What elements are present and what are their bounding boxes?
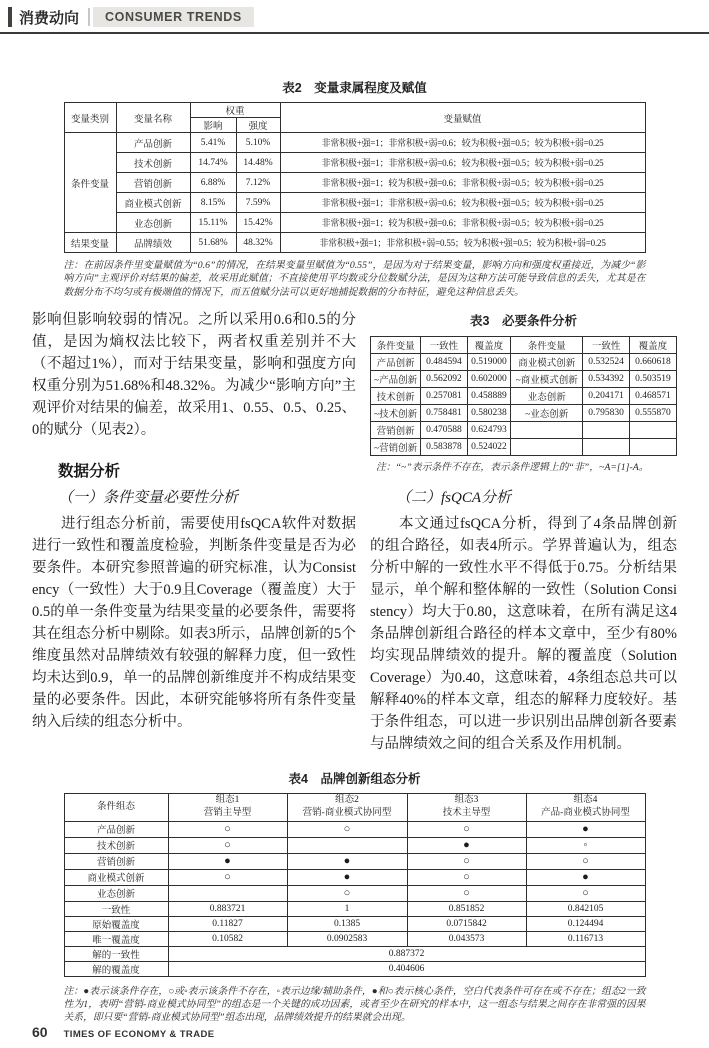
table-row (64, 821, 645, 837)
row-label-cell: 唯一覆盖度 (64, 931, 168, 946)
row-label-cell: 商业模式创新 (511, 354, 583, 371)
row-label-cell: 营销创新 (371, 422, 421, 439)
header-cell: 强度 (236, 118, 280, 133)
symbol-cell: ◦ (526, 837, 645, 853)
table3-necessity-analysis (370, 336, 677, 456)
two-column-layout (32, 309, 677, 754)
page-footer (32, 1024, 214, 1040)
header-cell: 条件变量 (371, 337, 421, 354)
fsqca-paragraph: 本文通过fsQCA分析，得到了4条品牌创新的组合路径，如表4所示。学界普遍认为，组态分析中解的一致性水平不得低于0.75。分析结果显示，单个解和整体解的一致性（Solution Consistency）均大于0.80，这意味着，在所有满足这4条品牌创新组合路径的样本文章中，至少有80%均实现品牌绩效的提升。解的覆盖度（Solution Coverage）为0.40，这意味着，4条组态总共可以解释40%的样本文章，组态的解释力度较好。基于条件组态，可以进一步识别出品牌创新各要素与品牌绩效之间的组合关系及作用机制。 (370, 515, 677, 752)
row-label-cell: 产品创新 (116, 133, 190, 153)
value-cell: 0.458889 (467, 388, 510, 405)
row-label-cell: 商业模式创新 (116, 193, 190, 213)
row-label-cell: 技术创新 (116, 153, 190, 173)
value-cell: 5.10% (236, 133, 280, 153)
journal-name: TIMES OF ECONOMY & TRADE (63, 1029, 215, 1040)
symbol-cell: ● (168, 853, 287, 869)
table2-caption: 表2 变量隶属程度及赋值 (282, 81, 427, 95)
symbol-cell: ○ (526, 853, 645, 869)
config-id: 组态3 (454, 795, 479, 806)
header-cell: 影响 (190, 118, 236, 133)
value-cell: 0.11827 (168, 916, 287, 931)
value-cell: 0.660618 (629, 354, 676, 371)
value-cell: 0.257081 (421, 388, 468, 405)
row-label-cell: 原始覆盖度 (64, 916, 168, 931)
value-cell: 51.68% (190, 233, 236, 253)
header-banner (8, 7, 709, 27)
header-cell: 覆盖度 (467, 337, 510, 354)
assignment-cell: 非常积极+强=1；非常积极+弱=0.6；较为积极+强=0.5；较为积极+弱=0.25 (280, 153, 645, 173)
value-cell: 5.41% (190, 133, 236, 153)
row-label-cell: 营销创新 (116, 173, 190, 193)
symbol-cell (287, 837, 407, 853)
subsection-heading-fsqca: （二）fsQCA分析 (396, 489, 512, 506)
table-row (64, 173, 645, 193)
symbol-cell (168, 885, 287, 901)
value-cell: 0.519000 (467, 354, 510, 371)
table4-header-row (64, 793, 645, 821)
symbol-cell: ● (287, 853, 407, 869)
page-number: 60 (32, 1024, 48, 1040)
row-label-cell: 营销创新 (64, 853, 168, 869)
symbol-cell: ● (526, 869, 645, 885)
table-row (371, 439, 677, 456)
row-label-cell: ~技术创新 (371, 405, 421, 422)
value-cell: 0.583878 (421, 439, 468, 456)
header-cell (526, 793, 645, 821)
banner-divider (88, 8, 90, 26)
value-cell: 0.887372 (168, 946, 645, 961)
value-cell: 0.758481 (421, 405, 468, 422)
row-label-cell: 产品创新 (371, 354, 421, 371)
value-cell: 0.503519 (629, 371, 676, 388)
header-cell: 条件组态 (64, 793, 168, 821)
value-cell: 0.624793 (467, 422, 510, 439)
table-row (64, 916, 645, 931)
value-cell: 0.484594 (421, 354, 468, 371)
table-row (371, 405, 677, 422)
table4-caption: 表4 品牌创新组态分析 (288, 771, 421, 786)
header-cell: 变量名称 (116, 103, 190, 133)
value-cell: 0.602000 (467, 371, 510, 388)
table3-note: 注：“~”表示条件不存在，表示条件逻辑上的“非”，~A=[1]-A。 (376, 462, 649, 474)
section-title-cn: 消费动向 (19, 9, 80, 27)
assignment-cell: 非常积极+强=1；非常积极+弱=0.6；较为积极+强=0.5；较为积极+弱=0.25 (280, 133, 645, 153)
page-content (0, 78, 709, 1025)
header-cell (168, 793, 287, 821)
value-cell: 0.851852 (407, 901, 526, 916)
value-cell: 0.524022 (467, 439, 510, 456)
config-type: 产品-商业模式协同型 (541, 808, 630, 819)
value-cell: 0.0715842 (407, 916, 526, 931)
value-cell: 15.11% (190, 213, 236, 233)
row-label-cell: ~业态创新 (511, 405, 583, 422)
table2-note: 注：在前因条件里变量赋值为“0.6”的情况，在结果变量里赋值为“0.55”，是因为对于结果变量，影响方向和强度权重接近，为减少“影响方向”主观评价对结果的偏差，故采用此赋值；不直接使用平均数或分位数赋分法，是因为这种方法可能导致信息的丢失，尤其是在数据分布不均匀或有极端值的情况下，而五值赋分法可以更好地捕捉数据的分布特征，避免这种信息丢失。 (63, 260, 646, 298)
table2-header-row (64, 103, 645, 118)
symbol-cell: ○ (407, 869, 526, 885)
symbol-cell: ○ (287, 885, 407, 901)
table-row (64, 193, 645, 213)
symbol-cell: ● (287, 869, 407, 885)
config-type: 营销主导型 (203, 808, 252, 819)
header-cell: 覆盖度 (629, 337, 676, 354)
section-title-en: CONSUMER TRENDS (93, 7, 254, 27)
value-cell: 0.470588 (421, 422, 468, 439)
value-cell: 0.562092 (421, 371, 468, 388)
value-cell: 7.12% (236, 173, 280, 193)
table3-caption: 表3 必要条件分析 (470, 314, 577, 329)
left-column (32, 309, 356, 754)
value-cell: 1 (287, 901, 407, 916)
table-row (64, 869, 645, 885)
value-cell: 6.88% (190, 173, 236, 193)
row-label-cell: 业态创新 (116, 213, 190, 233)
table4-block (32, 769, 677, 1025)
value-cell: 0.580238 (467, 405, 510, 422)
category-cell: 结果变量 (64, 233, 116, 253)
row-label-cell: 业态创新 (511, 388, 583, 405)
row-label-cell: 商业模式创新 (64, 869, 168, 885)
symbol-cell: ● (407, 837, 526, 853)
row-label-cell: 一致性 (64, 901, 168, 916)
value-cell (629, 439, 676, 456)
symbol-cell: ○ (407, 821, 526, 837)
table-row (64, 961, 645, 976)
value-cell: 0.0902583 (287, 931, 407, 946)
necessity-paragraph: 进行组态分析前，需要使用fsQCA软件对数据进行一致性和覆盖度检验，判断条件变量是否为必要条件。本研究参照普遍的研究标准，认为Consistency（一致性）大于0.9且Coverage（覆盖度）大于0.5的单一条件变量为结果变量的必要条件，需要将其在组态分析中剔除。如表3所示，品牌创新的5个维度虽然对品牌绩效有较强的解释力度，但一致性均未达到0.9，单一的品牌创新维度并不构成结果变量的必要条件。因此，本研究能够将所有条件变量纳入后续的组态分析中。 (32, 516, 356, 731)
symbol-cell: ○ (526, 885, 645, 901)
value-cell: 0.043573 (407, 931, 526, 946)
table-row (64, 853, 645, 869)
assignment-cell: 非常积极+强=1；非常积极+弱=0.6；较为积极+强=0.5；较为积极+弱=0.25 (280, 193, 645, 213)
table-row (371, 354, 677, 371)
header-cell: 条件变量 (511, 337, 583, 354)
table-row (64, 946, 645, 961)
config-id: 组态1 (215, 795, 240, 806)
row-label-cell: 业态创新 (64, 885, 168, 901)
value-cell: 0.468571 (629, 388, 676, 405)
table2-membership-assignment (64, 102, 646, 253)
header-rule (0, 32, 709, 34)
table4-configuration-analysis (64, 793, 646, 977)
row-label-cell: 技术创新 (371, 388, 421, 405)
header-cell: 权重 (190, 103, 280, 118)
continuation-paragraph: 影响但影响较弱的情况。之所以采用0.6和0.5的分值，是因为熵权法比较下，两者权重差别并不大（不超过1%），而对于结果变量，影响和强度方向权重分别为51.68%和48.32%。为减少“影响方向”主观评价对结果的偏差，故采用1、0.55、0.5、0.25、0的赋分（见表2）。 (32, 312, 356, 439)
table-row (371, 371, 677, 388)
value-cell: 0.555870 (629, 405, 676, 422)
config-id: 组态2 (335, 795, 359, 806)
symbol-cell: ○ (168, 869, 287, 885)
value-cell: 8.15% (190, 193, 236, 213)
assignment-cell: 非常积极+强=1；较为积极+强=0.6；非常积极+弱=0.5；较为积极+弱=0.25 (280, 213, 645, 233)
row-label-cell: ~营销创新 (371, 439, 421, 456)
value-cell: 7.59% (236, 193, 280, 213)
row-label-cell: 解的一致性 (64, 946, 168, 961)
row-label-cell (511, 439, 583, 456)
category-cell: 条件变量 (64, 133, 116, 233)
row-label-cell: 解的覆盖度 (64, 961, 168, 976)
value-cell: 15.42% (236, 213, 280, 233)
header-cell: 一致性 (583, 337, 630, 354)
value-cell: 0.842105 (526, 901, 645, 916)
assignment-cell: 非常积极+强=1；非常积极+弱=0.55；较为积极+强=0.5；较为积极+弱=0.25 (280, 233, 645, 253)
table-row (64, 153, 645, 173)
config-id: 组态4 (573, 795, 598, 806)
row-label-cell: 产品创新 (64, 821, 168, 837)
header-cell (407, 793, 526, 821)
value-cell: 48.32% (236, 233, 280, 253)
value-cell: 0.404606 (168, 961, 645, 976)
right-column (370, 309, 677, 754)
config-type: 技术主导型 (442, 808, 491, 819)
symbol-cell: ○ (407, 853, 526, 869)
symbol-cell: ○ (168, 837, 287, 853)
symbol-cell: ● (526, 821, 645, 837)
value-cell: 0.1385 (287, 916, 407, 931)
table-row (64, 885, 645, 901)
table-row (64, 837, 645, 853)
table4-note: 注：●表示该条件存在，○或◦表示该条件不存在，◦表示边缘/辅助条件，●和○表示核心条件，空白代表条件可存在或不存在；组态2一致性为1，表明“营销-商业模式协同型”的组态是一个关键的成功因素，或者至少在研究的样本中，这一组态与结果之间存在非常强的因果关系，即只要“营销-商业模式协同型”组态出现，品牌绩效提升的结果就会出现。 (63, 985, 646, 1024)
value-cell: 0.883721 (168, 901, 287, 916)
value-cell: 0.124494 (526, 916, 645, 931)
table-row (371, 388, 677, 405)
header-cell: 一致性 (421, 337, 468, 354)
table-row (64, 901, 645, 916)
table-row (64, 213, 645, 233)
value-cell: 14.48% (236, 153, 280, 173)
table3-header-row (371, 337, 677, 354)
table-row (64, 233, 645, 253)
value-cell: 0.10582 (168, 931, 287, 946)
section-heading-data-analysis: 数据分析 (58, 463, 121, 481)
value-cell: 0.204171 (583, 388, 630, 405)
subsection-heading-necessity: （一）条件变量必要性分析 (58, 490, 239, 507)
value-cell: 0.532524 (583, 354, 630, 371)
assignment-cell: 非常积极+强=1；较为积极+强=0.6；非常积极+弱=0.5；较为积极+弱=0.25 (280, 173, 645, 193)
symbol-cell: ○ (407, 885, 526, 901)
table-row (64, 931, 645, 946)
value-cell: 0.795830 (583, 405, 630, 422)
config-type: 营销-商业模式协同型 (302, 808, 392, 819)
row-label-cell: ~商业模式创新 (511, 371, 583, 388)
value-cell: 0.534392 (583, 371, 630, 388)
row-label-cell: 技术创新 (64, 837, 168, 853)
symbol-cell: ○ (287, 821, 407, 837)
header-cell (287, 793, 407, 821)
row-label-cell: 品牌绩效 (116, 233, 190, 253)
header-cell: 变量赋值 (280, 103, 645, 133)
value-cell: 0.116713 (526, 931, 645, 946)
value-cell (583, 422, 630, 439)
header-cell: 变量类别 (64, 103, 116, 133)
table-row (371, 422, 677, 439)
value-cell (583, 439, 630, 456)
value-cell (629, 422, 676, 439)
row-label-cell (511, 422, 583, 439)
table-row (64, 133, 645, 153)
symbol-cell: ○ (168, 821, 287, 837)
value-cell: 14.74% (190, 153, 236, 173)
row-label-cell: ~产品创新 (371, 371, 421, 388)
